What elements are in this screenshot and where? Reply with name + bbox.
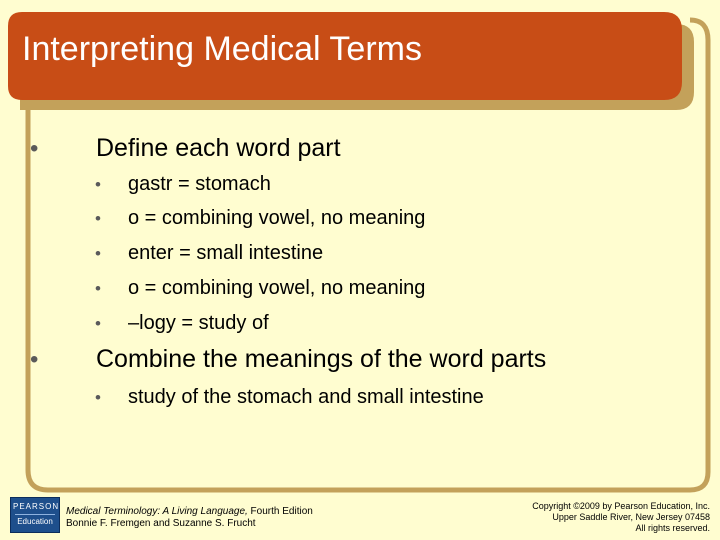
pearson-logo bbox=[10, 497, 60, 533]
bullet-icon: • bbox=[95, 279, 101, 298]
bullet-combine-meanings bbox=[30, 345, 546, 374]
bullet-icon: • bbox=[30, 346, 39, 373]
bullet-text: Define each word part bbox=[96, 134, 341, 162]
logo-divider bbox=[15, 514, 55, 515]
bullet-icon: • bbox=[95, 244, 101, 263]
logo-text-bottom: Education bbox=[17, 517, 53, 526]
footer-authors: Bonnie F. Fremgen and Suzanne S. Frucht bbox=[66, 518, 256, 529]
bullet-icon: • bbox=[95, 209, 101, 228]
bullet-icon: • bbox=[95, 175, 101, 194]
sub-bullet-gastr bbox=[95, 173, 271, 196]
slide-title: Interpreting Medical Terms bbox=[22, 30, 422, 68]
sub-bullet-text: study of the stomach and small intestine bbox=[128, 386, 484, 408]
sub-bullet-text: enter = small intestine bbox=[128, 242, 324, 264]
sub-bullet-logy bbox=[95, 312, 269, 335]
bullet-icon: • bbox=[95, 314, 101, 333]
footer-book-edition: Fourth Edition bbox=[247, 506, 313, 517]
bullet-icon: • bbox=[95, 388, 101, 407]
sub-bullet-o-second bbox=[95, 277, 425, 300]
sub-bullet-text: gastr = stomach bbox=[128, 173, 271, 195]
sub-bullet-enter bbox=[95, 242, 323, 265]
copyright-line-2: Upper Saddle River, New Jersey 07458 bbox=[552, 512, 710, 522]
footer-copyright bbox=[532, 501, 710, 534]
footer-book-line bbox=[66, 506, 313, 518]
sub-bullet-o-first bbox=[95, 207, 425, 230]
bullet-define-word-parts bbox=[30, 134, 341, 163]
sub-bullet-text: –logy = study of bbox=[128, 312, 269, 334]
bullet-text: Combine the meanings of the word parts bbox=[96, 345, 547, 373]
sub-bullet-text: o = combining vowel, no meaning bbox=[128, 277, 426, 299]
footer-citation bbox=[66, 506, 313, 530]
sub-bullet-text: o = combining vowel, no meaning bbox=[128, 207, 426, 229]
sub-bullet-study-of-stomach bbox=[95, 386, 484, 409]
copyright-line-1: Copyright ©2009 by Pearson Education, Inc. bbox=[532, 501, 710, 511]
copyright-line-3: All rights reserved. bbox=[635, 523, 710, 533]
footer-book-title: Medical Terminology: A Living Language, bbox=[66, 506, 248, 517]
logo-text-top: PEARSON bbox=[13, 502, 60, 511]
bullet-icon: • bbox=[30, 135, 39, 162]
